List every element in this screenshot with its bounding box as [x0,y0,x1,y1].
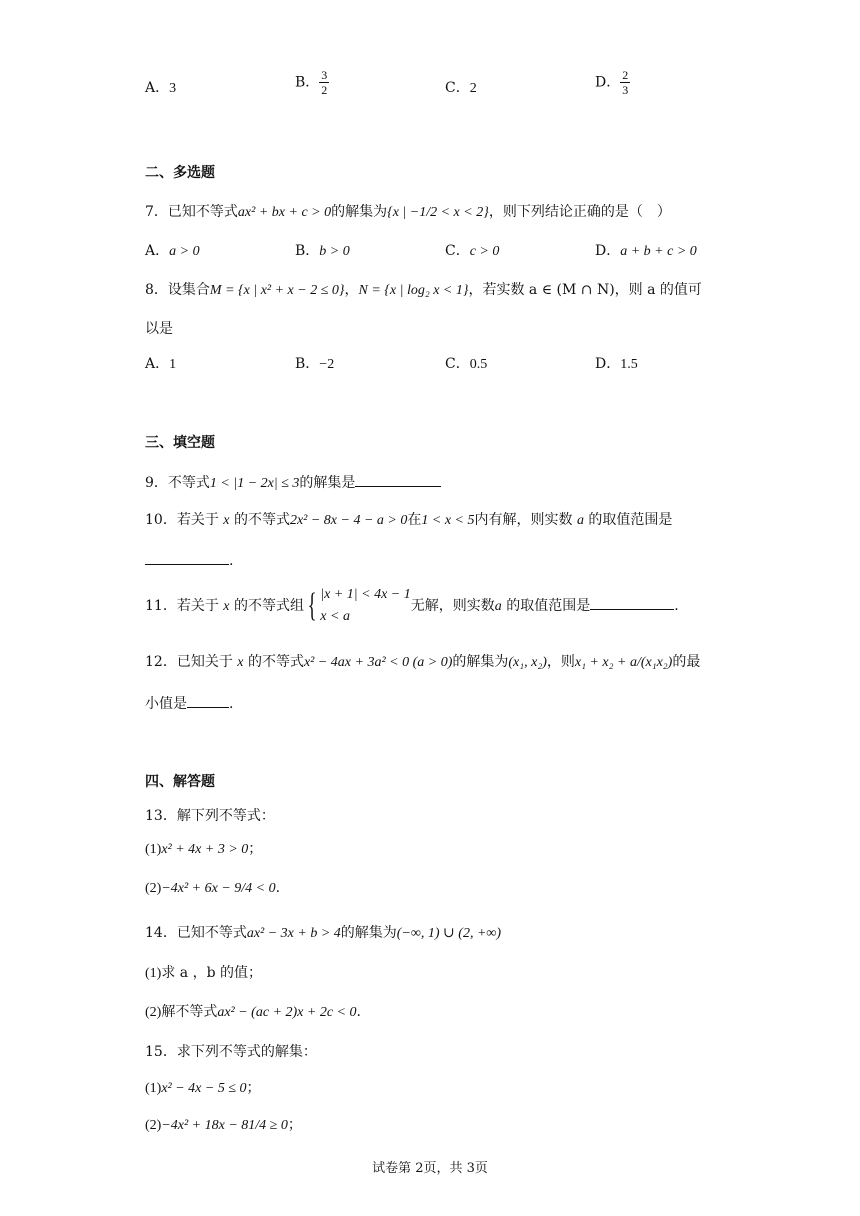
q12-text: 的不等式 [247,654,304,670]
q12-end: . [229,696,234,712]
fraction-numerator: 2 [622,68,629,82]
option-label: D． [595,74,621,91]
q11-text: 的不等式组 [233,598,304,614]
q14-text: 的解集为 [340,925,397,941]
q9-stem [145,472,441,494]
q10-text: 若关于 [176,512,219,528]
q8-stem: 8．设集合M = {x | x² + x − 2 ≤ 0}，N = {x | log₂ x < 1}，若实数 a ∈ (M ∩ N)，则 a 的值可 [145,282,702,298]
q15-part1 [145,1078,261,1099]
option-label: C． [445,243,470,259]
q8-text: ，若实数 a ∈ (M ∩ N)，则 a 的值可 [468,282,702,298]
q10-variable: a [576,513,584,528]
q12-stem [145,652,700,673]
q15-stem [145,1042,317,1062]
q13-part1 [145,839,262,860]
option-value: 1.5 [620,357,638,372]
q15-part2 [145,1115,302,1136]
fraction [319,68,329,97]
q14-text: 已知不等式 [176,925,247,941]
q6-option-a [145,78,176,99]
q6-option-d [595,68,630,97]
option-label: B． [295,243,320,259]
q8-set-m: M = {x | x² + x − 2 ≤ 0} [209,283,345,298]
q7-solution-set: {x | −1/2 < x < 2} [387,205,489,220]
question-number: 11． [145,598,177,614]
option-label: B． [295,356,320,372]
q14-solution-set: (−∞, 1) ∪ (2, +∞) [396,926,502,941]
q14-part2-inequality: ax² − (ac + 2)x + 2c < 0 [217,1005,357,1020]
part-label: (2) [145,1005,162,1020]
option-label: A． [145,243,170,259]
q13-text: 解下列不等式： [176,808,275,824]
answer-blank[interactable] [355,472,441,487]
q11-text: 若关于 [176,598,219,614]
q10-end: . [229,553,234,569]
q14-part2 [145,1002,361,1023]
question-number: 10． [145,512,177,528]
q11-stem [145,584,679,629]
q7-option-c [445,241,499,262]
part-end: . [356,1004,361,1020]
q12-variable: x [237,655,244,670]
option-label: B． [295,74,320,91]
q10-text: 在 [407,512,422,528]
answer-blank[interactable] [187,693,229,708]
q11-text: 的取值范围是 [506,598,591,614]
q14-part1-text: 求 a ，b 的值； [161,965,262,981]
section-title-solutions: 四、解答题 [145,774,215,790]
q8-option-a [145,354,176,375]
q11-system-eq1: |x + 1| < 4x − 1 [320,587,411,602]
question-number: 13． [145,808,177,824]
section-title-multiple-choice: 二、多选题 [145,165,215,181]
q11-variable: x [223,599,230,614]
option-value: b > 0 [319,244,350,259]
q13-part2-inequality: −4x² + 6x − 9/4 < 0 [161,881,276,896]
q13-part1-inequality: x² + 4x + 3 > 0 [161,842,249,857]
fraction-denominator: 2 [321,83,328,97]
option-label: D． [595,356,621,372]
option-value: 3 [169,81,177,96]
option-label: C． [445,80,470,96]
option-value: a + b + c > 0 [620,244,697,259]
q9-text: 不等式 [167,475,210,491]
q6-option-c [445,78,477,99]
q10-text: 内有解，则实数 [474,512,573,528]
q7-option-b [295,241,350,262]
q10-inequality: 2x² − 8x − 4 − a > 0 [289,513,408,528]
q8-set-n: N = {x | log₂ x < 1} [358,283,469,298]
part-end: . [275,880,281,896]
q15-part1-inequality: x² − 4x − 5 ≤ 0 [161,1081,247,1096]
q8-option-d [595,354,638,375]
q7-inequality: ax² + bx + c > 0 [237,205,332,220]
q12-text: 的解集为 [452,654,509,670]
q10-answer-line [145,550,233,571]
q7-text: 的解集为 [331,204,388,220]
option-label: A． [145,80,170,96]
q14-stem [145,923,501,944]
q15-text: 求下列不等式的解集： [176,1044,317,1060]
q11-end: . [674,598,679,614]
q7-text: 已知不等式 [167,204,238,220]
option-label: D． [595,243,621,259]
fraction [620,68,630,97]
fraction-denominator: 3 [622,83,629,97]
q12-inequality: x² − 4ax + 3a² < 0 (a > 0) [303,655,453,670]
q10-text: 的取值范围是 [588,512,673,528]
system-brace: { [307,587,317,624]
question-number: 15． [145,1044,177,1060]
part-label: (2) [145,1118,162,1133]
section-title-fill-in: 三、填空题 [145,435,215,451]
option-value: 0.5 [469,357,488,372]
q8-stem-line2: 以是 [145,321,173,337]
option-value: 1 [169,357,177,372]
question-number: 9． [145,475,168,491]
q12-stem-line2 [145,693,233,714]
part-end: ； [287,1117,302,1133]
option-value: c > 0 [469,244,500,259]
q9-inequality: 1 < |1 − 2x| ≤ 3 [209,476,300,491]
q9-text: 的解集是 [299,475,356,491]
q7-option-a [145,241,200,262]
q14-part2-text: 解不等式 [161,1004,218,1020]
q13-part2 [145,878,280,899]
q6-option-b [295,68,329,97]
answer-blank[interactable] [590,595,674,610]
q14-inequality: ax² − 3x + b > 4 [246,926,341,941]
answer-blank[interactable] [145,550,229,565]
part-label: (2) [145,881,162,896]
option-value: −2 [319,357,335,372]
q12-interval: (x₁, x₂) [508,655,547,670]
question-number: 12． [145,654,177,670]
option-value: a > 0 [169,244,200,259]
q7-option-d [595,241,697,262]
q12-text: ，则 [546,654,575,670]
q13-stem [145,806,275,826]
q10-range: 1 < x < 5 [421,513,475,528]
q10-text: 的不等式 [233,512,290,528]
question-number: 14． [145,925,177,941]
option-value: 2 [469,81,477,96]
fraction-numerator: 3 [321,68,328,82]
q7-stem [145,202,671,223]
q11-text: 无解，则实数 [410,598,495,614]
q14-part1 [145,963,262,984]
part-label: (1) [145,966,162,981]
q12-text: 的最 [672,654,701,670]
q12-text: 小值是 [145,696,187,712]
question-number: 8． [145,282,168,298]
q15-part2-inequality: −4x² + 18x − 81/4 ≥ 0 [161,1118,288,1133]
q10-stem [145,510,672,531]
q8-option-c [445,354,487,375]
part-label: (1) [145,1081,162,1096]
q7-text: ，则下列结论正确的是（ ） [488,204,671,220]
q8-option-b [295,354,334,375]
q10-variable: x [223,513,230,528]
q11-system-eq2: x < a [320,609,350,624]
inequality-system [320,584,410,628]
q12-text: 已知关于 [176,654,233,670]
part-end: ； [248,841,263,857]
q8-text: 设集合 [167,282,210,298]
part-end: ； [246,1080,261,1096]
option-label: C． [445,356,470,372]
q11-variable: a [494,599,502,614]
part-label: (1) [145,842,162,857]
page-footer: 试卷第 2页，共 3页 [372,1161,488,1176]
option-label: A． [145,356,170,372]
question-number: 7． [145,204,168,220]
q12-target-expression: x₁ + x₂ + a/(x₁x₂) [574,655,673,670]
